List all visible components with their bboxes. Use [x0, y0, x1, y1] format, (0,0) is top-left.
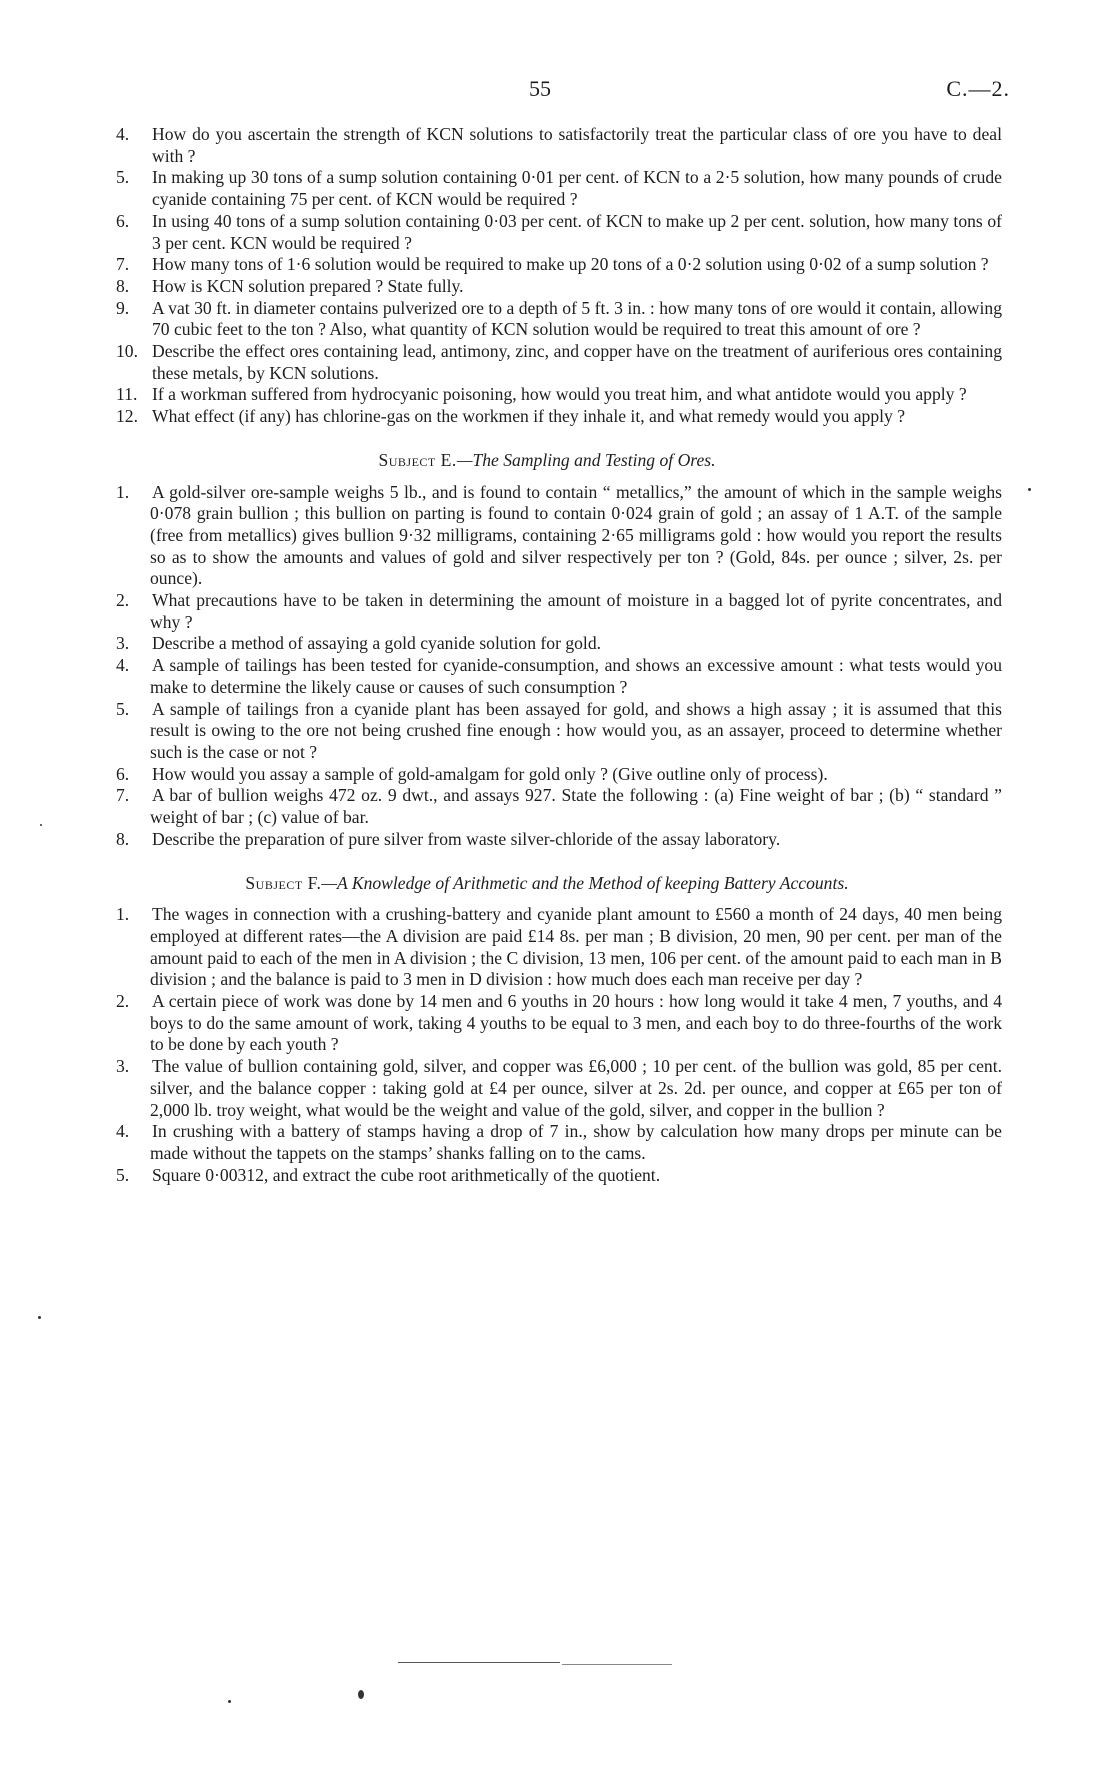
question-item	[92, 655, 1002, 698]
question-item	[92, 1056, 1002, 1121]
question-number: 6.	[116, 763, 130, 784]
question-text: In making up 30 tons of a sump solution containing 0·01 per cent. of KCN to a 2·5 solution, how many pounds of crude cyanide containing 75 per cent. of KCN would be required ?	[152, 167, 1002, 210]
section-e-heading	[92, 450, 1002, 472]
question-text: If a workman suffered from hydrocyanic poisoning, how would you treat him, and what antidote would you apply ?	[152, 384, 967, 405]
section-d-questions	[92, 124, 1002, 428]
question-item	[92, 167, 1002, 210]
question-item	[92, 764, 1002, 786]
question-text: In using 40 tons of a sump solution containing 0·03 per cent. of KCN to make up 2 per cent. solution, how many tons of 3 per cent. KCN would be required ?	[152, 210, 1002, 253]
question-number: 3.	[116, 1056, 130, 1077]
closing-rule	[398, 1662, 560, 1663]
question-number: 5.	[116, 698, 130, 719]
question-text: The wages in connection with a crushing-battery and cyanide plant amount to £560 a month of 24 days, 40 men being employed at different rates—the A division are paid £14 8s. per man ; B division, 20 men, 90 per cent. per man of the amount paid to each of the men in A division ; the C division, 13 men, 106 per cent. of the amount paid to each man in B division ; and the balance is paid to 3 men in D division : how much does each man receive per day ?	[150, 904, 1002, 990]
question-item	[92, 211, 1002, 254]
question-item	[92, 1121, 1002, 1164]
question-number: 6.	[116, 210, 130, 231]
closing-rule-tail	[562, 1664, 672, 1665]
section-f-title: —A Knowledge of Arithmetic and the Method of keeping Battery Accounts.	[321, 872, 849, 893]
question-text: A sample of tailings fron a cyanide plant has been assayed for gold, and shows a high assay ; it is assumed that this result is owing to the ore not being crushed fine enough : how would you, as an assayer, proceed to determine whether such is the case or not ?	[150, 698, 1002, 762]
question-number: 8.	[116, 275, 130, 296]
section-f-questions	[92, 904, 1002, 1186]
question-text: A bar of bullion weighs 472 oz. 9 dwt., and assays 927. State the following : (a) Fine weight of bar ; (b) “ standard ” weight of bar ; (c) value of bar.	[150, 785, 1002, 828]
question-item	[92, 384, 1002, 406]
question-text: How many tons of 1·6 solution would be required to make up 20 tons of a 0·2 solution using 0·02 of a sump solution ?	[152, 254, 989, 275]
question-number: 5.	[116, 1164, 130, 1185]
question-item	[92, 590, 1002, 633]
question-text: Square 0·00312, and extract the cube root arithmetically of the quotient.	[152, 1164, 661, 1185]
question-number: 3.	[116, 633, 130, 654]
question-number: 8.	[116, 828, 130, 849]
page-number: 55	[529, 76, 551, 101]
question-text: A gold-silver ore-sample weighs 5 lb., and is found to contain “ metallics,” the amount of which in the sample weighs 0·078 grain bullion ; this bullion on parting is found to contain 0·024 grain of gold ; an assay of 1 A.T. of the sample (free from metallics) gives bullion 9·32 milligrams, containing 2·65 milligrams gold : how would you report the results so as to show the amounts and values of gold and silver respectively per ton ? (Gold, 84s. per ounce ; silver, 2s. per ounce).	[150, 481, 1002, 589]
question-text: A sample of tailings has been tested for cyanide-consumption, and shows an excessive amount : what tests would you make to determine the likely cause or causes of such consumption ?	[150, 655, 1002, 697]
question-text: The value of bullion containing gold, silver, and copper was £6,000 ; 10 per cent. of the bullion was gold, 85 per cent. silver, and the balance copper : taking gold at £4 per ounce, silver at 2s. 2d. per ounce, and copper at £65 per ton of 2,000 lb. troy weight, what would be the weight and value of the gold, silver, and copper in the bullion ?	[150, 1056, 1002, 1120]
question-number: 4.	[116, 124, 130, 144]
question-text: Describe a method of assaying a gold cyanide solution for gold.	[152, 633, 602, 654]
question-item	[92, 276, 1002, 298]
question-text: How is KCN solution prepared ? State fully.	[152, 275, 464, 296]
question-item	[92, 904, 1002, 991]
question-text: A certain piece of work was done by 14 men and 6 youths in 20 hours : how long would it take 4 men, 7 youths, and 4 boys to do the same amount of work, taking 4 youths to be equal to 3 men, and each boy to do three-fourths of the work to be done by each youth ?	[150, 991, 1002, 1055]
question-text: How would you assay a sample of gold-amalgam for gold only ? (Give outline only of process).	[152, 763, 828, 784]
document-reference: C.—2.	[946, 76, 1010, 101]
question-text: What effect (if any) has chlorine-gas on the workmen if they inhale it, and what remedy would you apply ?	[152, 406, 906, 427]
question-text: In crushing with a battery of stamps having a drop of 7 in., show by calculation how many drops per minute can be made without the tappets on the stamps’ shanks falling on to the cams.	[150, 1121, 1002, 1163]
question-item	[92, 254, 1002, 276]
section-f-label: Subject F.	[245, 872, 322, 893]
ink-speck	[38, 1316, 41, 1319]
page-content	[92, 124, 1002, 1186]
question-item	[92, 124, 1002, 167]
question-text: Describe the preparation of pure silver from waste silver-chloride of the assay laboratory.	[152, 828, 781, 849]
question-item	[92, 829, 1002, 851]
ink-speck	[40, 824, 42, 826]
question-number: 2.	[116, 590, 130, 611]
question-number: 12.	[116, 406, 138, 427]
section-e-questions	[92, 482, 1002, 851]
question-text: What precautions have to be taken in determining the amount of moisture in a bagged lot of pyrite concentrates, and why ?	[150, 590, 1002, 632]
question-number: 7.	[116, 785, 130, 806]
question-number: 10.	[116, 341, 138, 362]
section-e-title: —The Sampling and Testing of Ores.	[456, 449, 716, 470]
section-f-heading	[92, 873, 1002, 895]
ink-speck	[1028, 488, 1031, 491]
ink-speck	[228, 1700, 231, 1703]
question-number: 7.	[116, 254, 130, 275]
question-item	[92, 633, 1002, 655]
question-item	[92, 991, 1002, 1056]
question-number: 1.	[116, 904, 130, 925]
question-number: 4.	[116, 655, 130, 676]
question-item	[92, 298, 1002, 341]
question-text: How do you ascertain the strength of KCN solutions to satisfactorily treat the particular class of ore you have to deal with ?	[152, 124, 1002, 166]
question-item	[92, 1165, 1002, 1187]
question-text: Describe the effect ores containing lead, antimony, zinc, and copper have on the treatment of auriferious ores containing these metals, by KCN solutions.	[152, 341, 1002, 383]
question-item	[92, 406, 1002, 428]
section-e-label: Subject E.	[378, 449, 457, 470]
question-number: 11.	[116, 384, 138, 405]
question-number: 5.	[116, 167, 130, 188]
question-item	[92, 699, 1002, 764]
question-number: 9.	[116, 297, 130, 318]
question-text: A vat 30 ft. in diameter contains pulverized ore to a depth of 5 ft. 3 in. : how many tons of ore would it contain, allowing 70 cubic feet to the ton ? Also, what quantity of KCN solution would be required to treat this amount of ore ?	[152, 297, 1002, 340]
question-number: 1.	[116, 481, 130, 502]
ink-speck	[358, 1690, 364, 1699]
question-item	[92, 785, 1002, 828]
question-item	[92, 341, 1002, 384]
question-item	[92, 482, 1002, 591]
question-number: 4.	[116, 1121, 130, 1142]
question-number: 2.	[116, 991, 130, 1012]
